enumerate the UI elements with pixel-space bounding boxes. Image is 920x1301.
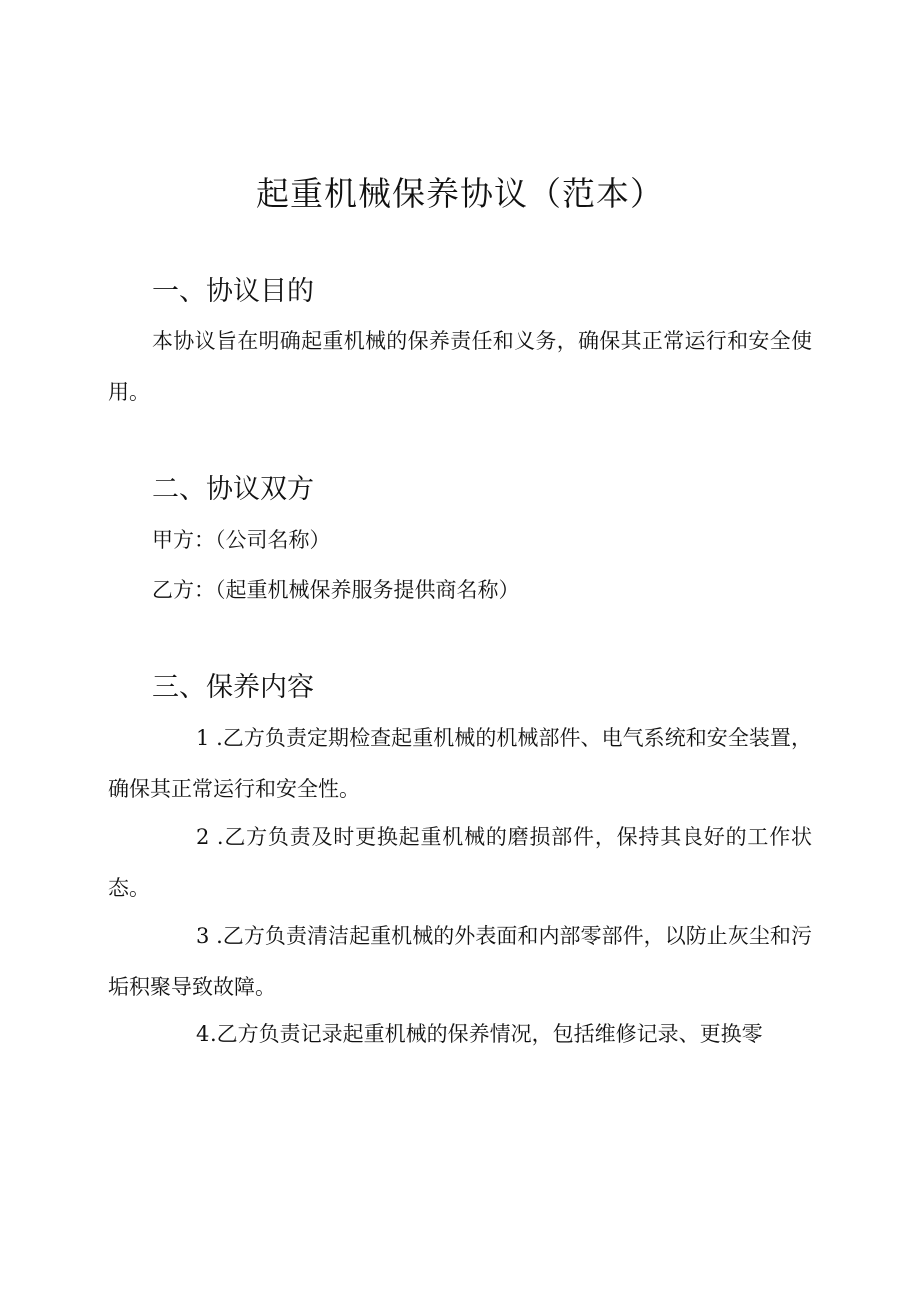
list-item xyxy=(108,911,812,1013)
list-item-number: 2 xyxy=(196,825,210,849)
section-paragraph-purpose: 本协议旨在明确起重机械的保养责任和义务，确保其正常运行和安全使用。 xyxy=(108,329,812,404)
section-heading-parties: 二、协议双方 xyxy=(152,474,314,505)
list-item-text: .乙方负责及时更换起重机械的磨损部件，保持其良好的工作状态。 xyxy=(108,825,812,900)
party-a-line: 甲方：（公司名称） xyxy=(152,528,331,552)
list-item-number: 1 xyxy=(196,726,210,750)
list-item xyxy=(108,1009,812,1060)
document-title: 起重机械保养协议（范本） xyxy=(256,174,664,213)
list-item xyxy=(108,812,812,914)
section-heading-purpose: 一、协议目的 xyxy=(152,276,314,307)
list-item xyxy=(108,713,812,815)
list-item-number: 3 xyxy=(196,924,210,948)
party-b-line: 乙方：（起重机械保养服务提供商名称） xyxy=(152,578,520,602)
section-heading-content: 三、保养内容 xyxy=(152,672,314,703)
list-item-number: 4 xyxy=(196,1022,210,1046)
list-item-text: .乙方负责记录起重机械的保养情况，包括维修记录、更换零 xyxy=(210,1022,763,1046)
list-item-text: .乙方负责定期检查起重机械的机械部件、电气系统和安全装置，确保其正常运行和安全性。 xyxy=(108,726,812,801)
list-item-text: .乙方负责清洁起重机械的外表面和内部零部件，以防止灰尘和污垢积聚导致故障。 xyxy=(108,924,812,999)
